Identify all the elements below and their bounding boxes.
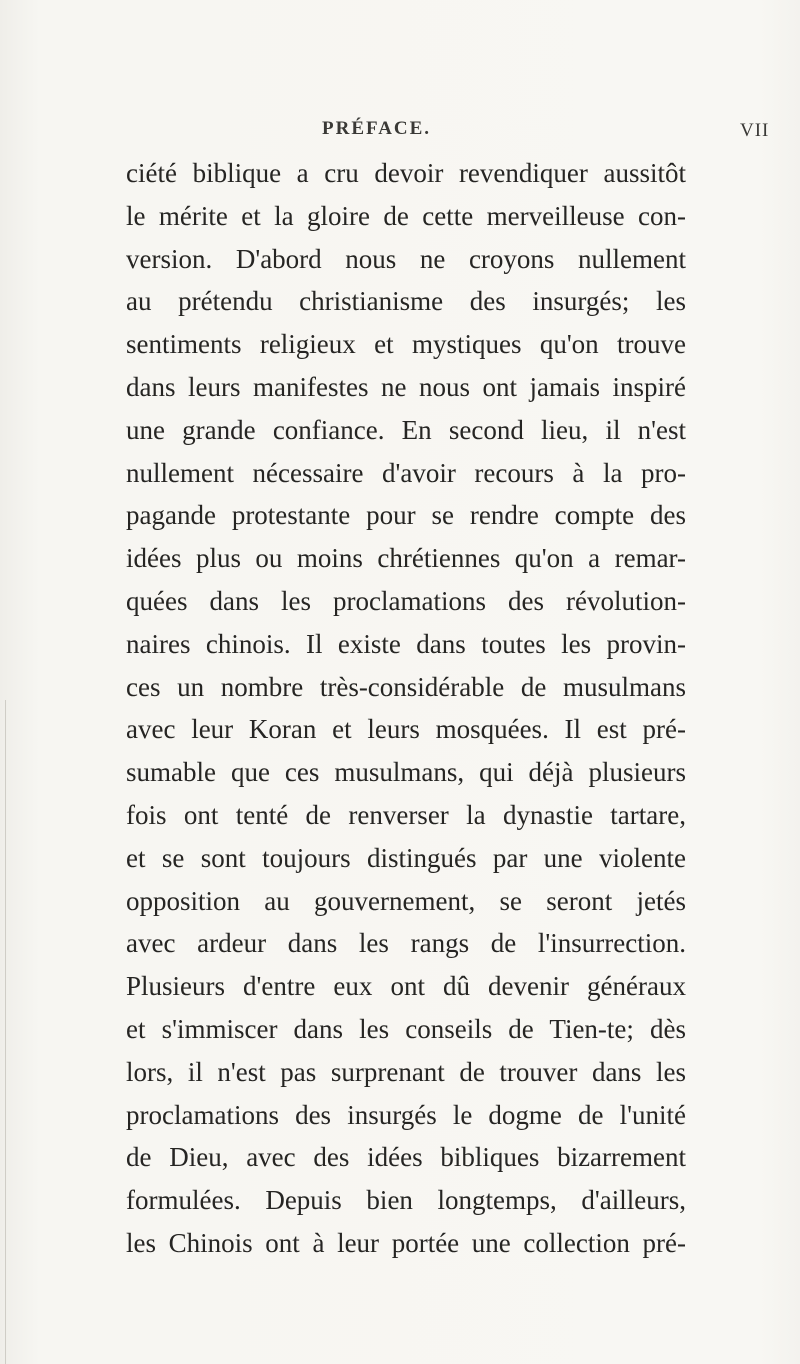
running-title: PRÉFACE. bbox=[322, 118, 432, 139]
text-line: avec ardeur dans les rangs de l'insurrection. bbox=[126, 928, 686, 959]
text-line: et s'immiscer dans les conseils de Tien-te; dès bbox=[126, 1013, 686, 1044]
page-number: VII bbox=[740, 120, 770, 141]
text-line: lors, il n'est pas surprenant de trouver dans les bbox=[126, 1056, 686, 1087]
text-line: de Dieu, avec des idées bibliques bizarrement bbox=[126, 1142, 686, 1173]
text-line: fois ont tenté de renverser la dynastie tartare, bbox=[126, 799, 686, 830]
text-line: pagande protestante pour se rendre compte des bbox=[126, 500, 686, 531]
text-line: avec leur Koran et leurs mosquées. Il est pré- bbox=[126, 714, 686, 745]
text-line: nullement nécessaire d'avoir recours à la pro- bbox=[126, 457, 686, 488]
text-line: version. D'abord nous ne croyons nullement bbox=[126, 243, 686, 274]
text-line: sumable que ces musulmans, qui déjà plusieurs bbox=[126, 757, 686, 788]
text-line: les Chinois ont à leur portée une collection pré- bbox=[126, 1227, 686, 1258]
text-line: quées dans les proclamations des révolution- bbox=[126, 585, 686, 616]
text-line: opposition au gouvernement, se seront jetés bbox=[126, 885, 686, 916]
text-line: proclamations des insurgés le dogme de l'unité bbox=[126, 1099, 686, 1130]
text-line: Plusieurs d'entre eux ont dû devenir généraux bbox=[126, 971, 686, 1002]
text-line: au prétendu christianisme des insurgés; les bbox=[126, 286, 686, 317]
body-text bbox=[126, 152, 686, 1265]
running-head bbox=[0, 114, 800, 144]
page-edge-shadow bbox=[5, 700, 6, 1364]
text-line: idées plus ou moins chrétiennes qu'on a remar- bbox=[126, 543, 686, 574]
text-line: le mérite et la gloire de cette merveilleuse con- bbox=[126, 200, 686, 231]
text-line: ces un nombre très-considérable de musulmans bbox=[126, 671, 686, 702]
text-line: naires chinois. Il existe dans toutes les provin- bbox=[126, 628, 686, 659]
text-line: une grande confiance. En second lieu, il n'est bbox=[126, 414, 686, 445]
text-line: ciété biblique a cru devoir revendiquer aussitôt bbox=[126, 158, 686, 188]
text-line: formulées. Depuis bien longtemps, d'ailleurs, bbox=[126, 1185, 686, 1216]
text-line: et se sont toujours distingués par une violente bbox=[126, 842, 686, 873]
text-line: sentiments religieux et mystiques qu'on trouve bbox=[126, 329, 686, 360]
text-line: dans leurs manifestes ne nous ont jamais inspiré bbox=[126, 371, 686, 402]
